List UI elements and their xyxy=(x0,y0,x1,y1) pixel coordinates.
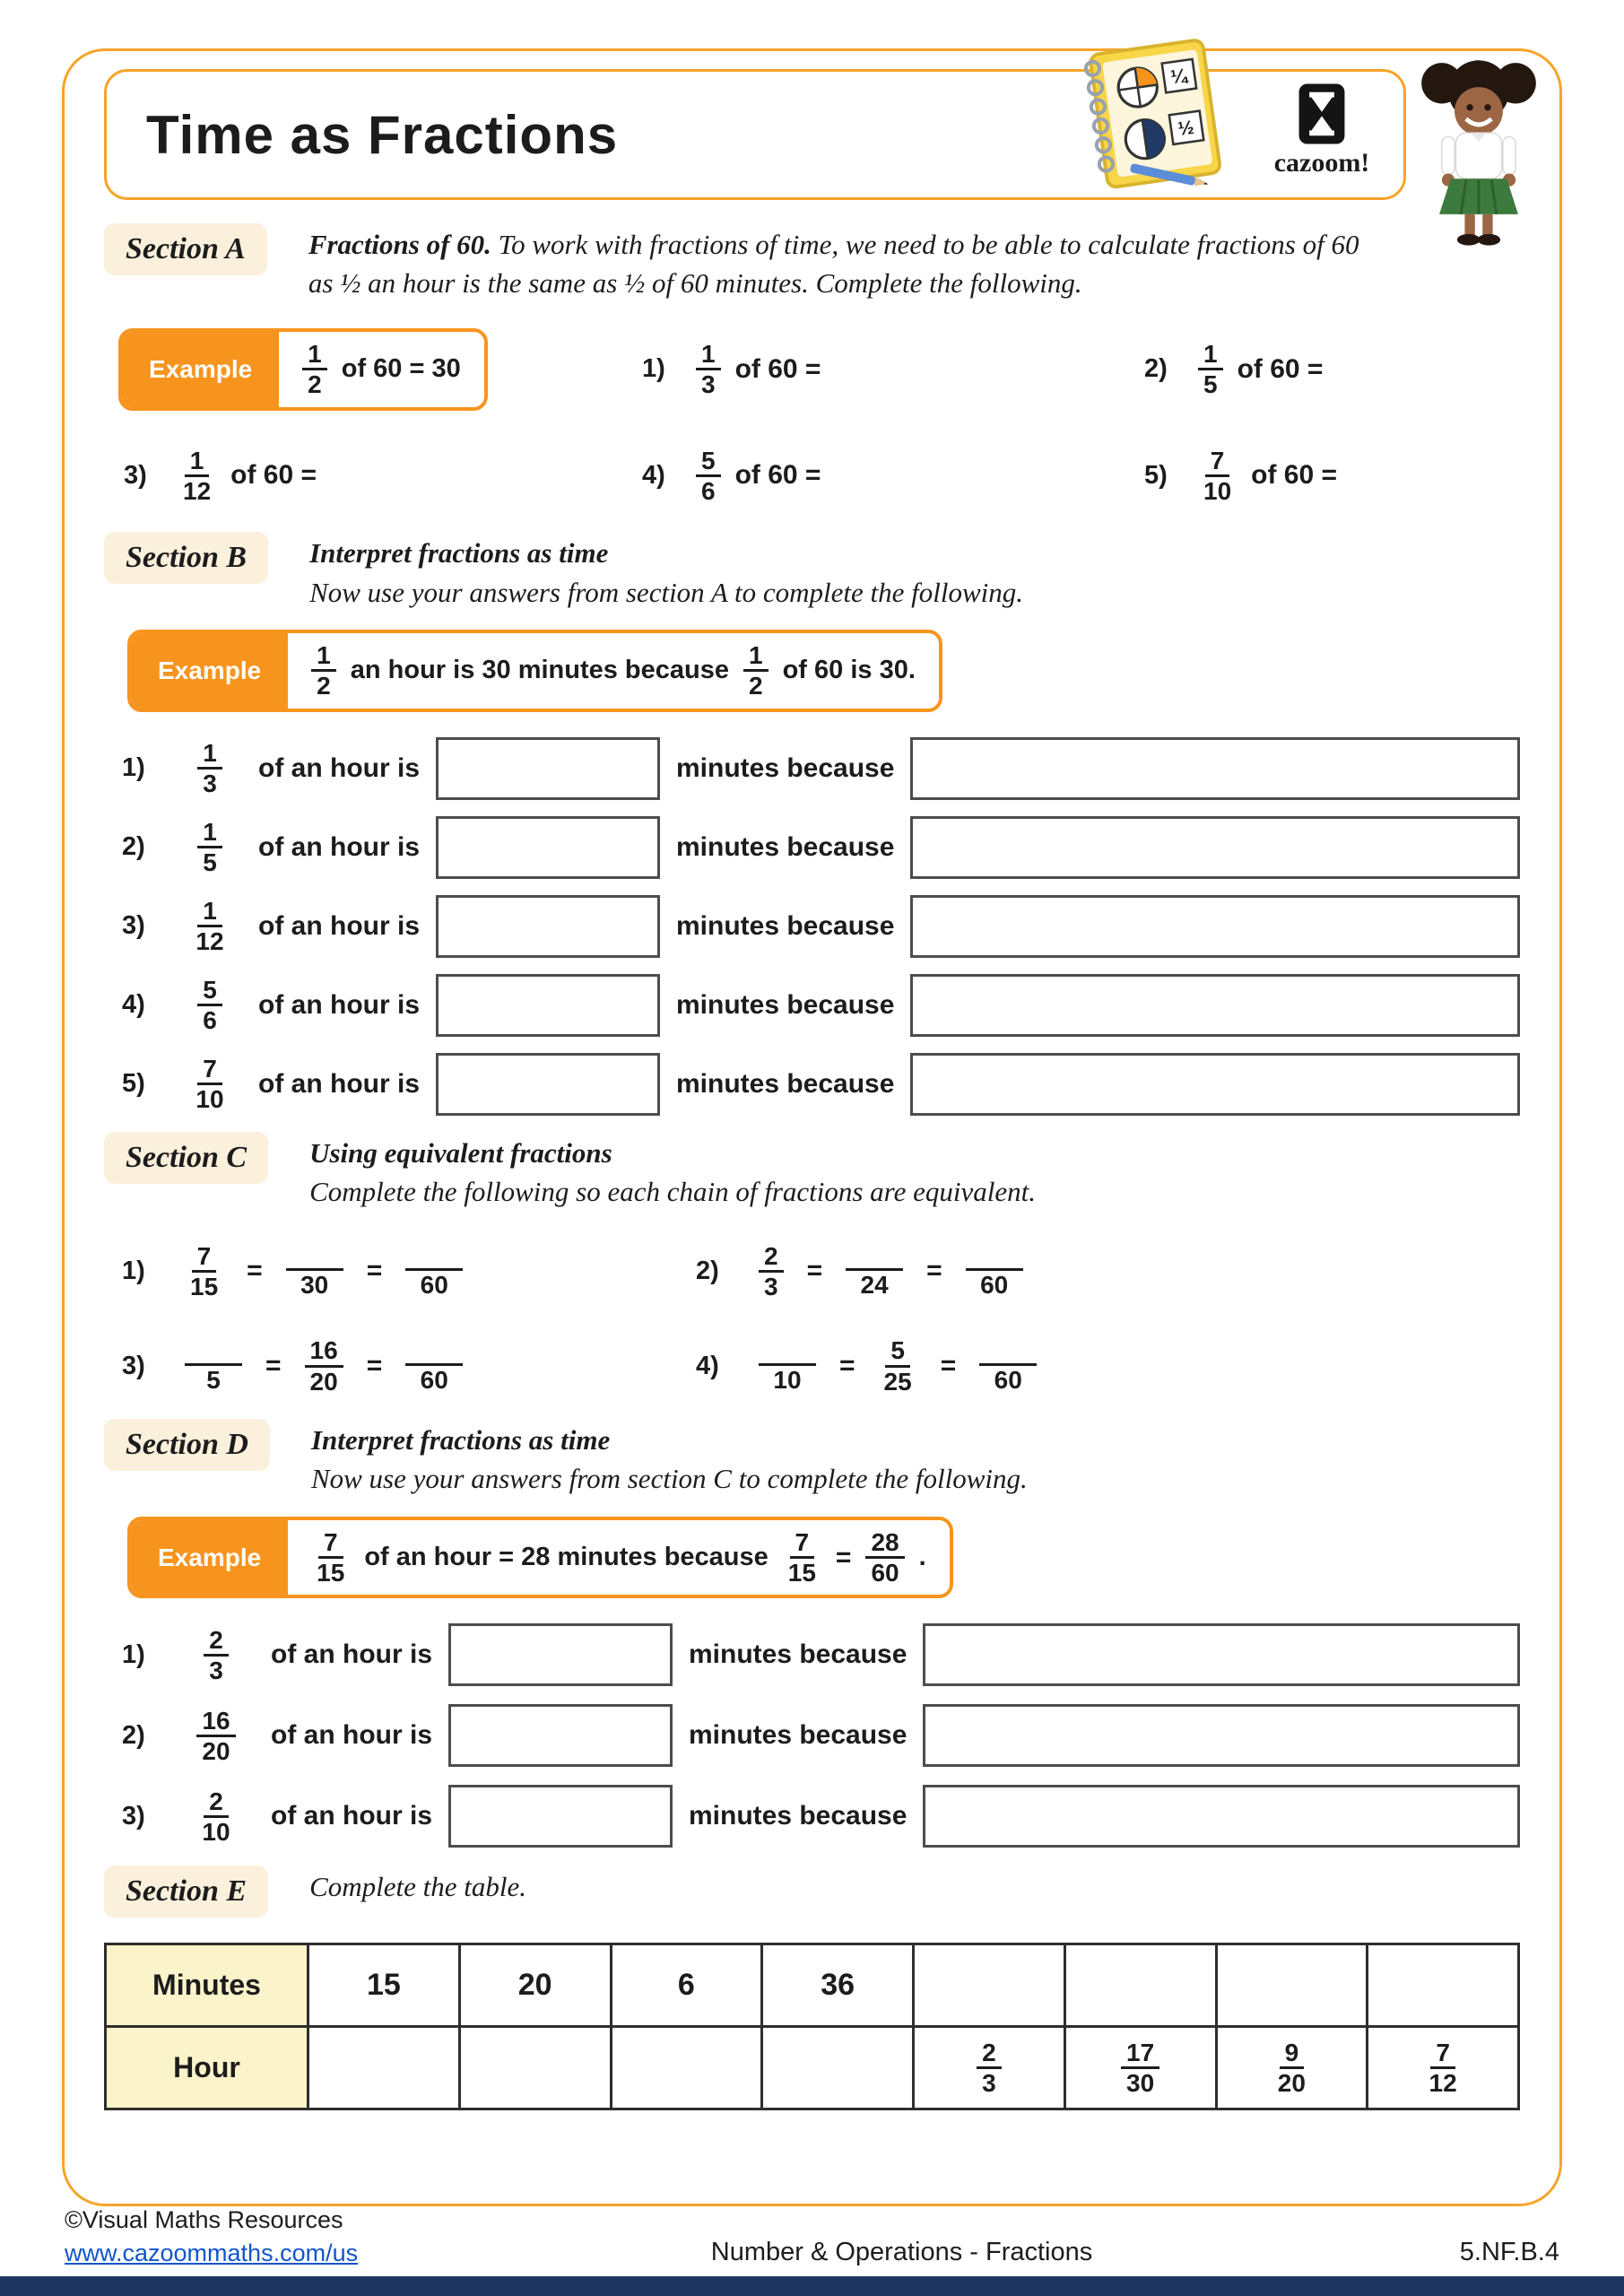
chain-4 xyxy=(696,1336,1520,1396)
fraction-denominator: 60 xyxy=(994,1366,1022,1395)
fraction xyxy=(1198,340,1223,399)
section-a-example-content xyxy=(279,332,484,407)
fraction-numerator: 7 xyxy=(192,1242,217,1273)
fraction-denominator: 2 xyxy=(308,370,322,399)
fraction-denominator: 20 xyxy=(202,1736,230,1765)
section-c-intro xyxy=(309,1132,1036,1212)
row-text-because: minutes because xyxy=(676,910,895,941)
section-e-header xyxy=(104,1866,1520,1918)
fraction-denominator: 6 xyxy=(203,1006,217,1035)
chain-3 xyxy=(122,1336,696,1396)
fraction-denominator: 10 xyxy=(1203,476,1232,505)
section-a-intro xyxy=(308,223,1385,303)
fraction-numerator[interactable] xyxy=(759,1338,816,1366)
row-text-because: minutes because xyxy=(676,989,895,1020)
fraction xyxy=(178,447,216,506)
fraction xyxy=(190,897,229,956)
example-label: Example xyxy=(131,633,288,709)
problem-text: of 60 = xyxy=(1251,460,1338,491)
fraction-wrap xyxy=(178,1707,255,1766)
section-b-row-1 xyxy=(122,737,1520,800)
fraction-denominator: 60 xyxy=(420,1271,448,1300)
example-equation-text: of 60 = 30 xyxy=(341,354,461,384)
fraction xyxy=(197,818,222,877)
table-row-minutes xyxy=(106,1944,1519,2027)
problem-number: 2) xyxy=(1144,354,1168,384)
fraction-wrap xyxy=(178,1787,255,1847)
minutes-blank-cell[interactable] xyxy=(1064,1944,1216,2027)
fraction xyxy=(190,1055,229,1114)
hour-blank-cell[interactable] xyxy=(762,2027,914,2109)
chain-number: 2) xyxy=(696,1256,719,1285)
footer-left xyxy=(65,2204,450,2269)
fraction-denominator: 15 xyxy=(190,1272,219,1300)
fraction-numerator: 7 xyxy=(318,1528,343,1559)
fraction-denominator: 5 xyxy=(203,848,217,877)
section-d-label: Section D xyxy=(104,1419,270,1471)
fraction-denominator: 24 xyxy=(860,1271,889,1300)
fraction xyxy=(1424,2039,1463,2098)
fraction-denominator: 3 xyxy=(701,370,716,399)
problem-a-5 xyxy=(1144,447,1520,506)
fraction-numerator[interactable] xyxy=(979,1338,1037,1366)
fraction-denominator: 60 xyxy=(420,1366,448,1395)
problem-number: 5) xyxy=(1144,460,1168,490)
hour-fraction-cell xyxy=(1064,2027,1216,2109)
row-text-hour: of an hour is xyxy=(271,1801,432,1831)
fraction-denominator: 20 xyxy=(1277,2069,1306,2098)
answer-box-minutes[interactable] xyxy=(436,1053,660,1116)
fraction-denominator: 25 xyxy=(883,1367,912,1396)
bottom-accent-bar xyxy=(0,2276,1624,2296)
cazoom-logo-text: cazoom! xyxy=(1273,148,1370,178)
problem-number: 3) xyxy=(124,460,147,490)
fraction-denominator: 15 xyxy=(787,1559,816,1587)
row-number: 3) xyxy=(122,1801,145,1831)
section-d-row-1 xyxy=(122,1623,1520,1686)
section-b-label: Section B xyxy=(104,532,268,584)
fraction-numerator: 1 xyxy=(185,447,210,477)
section-c-label: Section C xyxy=(104,1132,268,1184)
problem-text: of 60 = xyxy=(1237,353,1324,384)
answer-box-minutes[interactable] xyxy=(448,1785,673,1848)
fraction-denominator: 15 xyxy=(317,1559,345,1587)
fraction-blank[interactable] xyxy=(759,1338,816,1395)
fraction-numerator: 1 xyxy=(197,739,222,770)
fraction-numerator: 2 xyxy=(204,1626,229,1657)
row-text-because: minutes because xyxy=(676,1068,895,1099)
fraction-numerator: 2 xyxy=(759,1242,784,1273)
hour-blank-cell[interactable] xyxy=(459,2027,611,2109)
fraction-numerator: 7 xyxy=(197,1055,222,1085)
row-number: 1) xyxy=(122,753,145,783)
chain-number: 3) xyxy=(122,1351,145,1380)
example-text: an hour is 30 minutes because xyxy=(350,656,730,685)
problem-a-4 xyxy=(642,447,1144,506)
section-e-intro xyxy=(309,1866,526,1906)
fraction-wrap xyxy=(178,897,242,956)
row-text-because: minutes because xyxy=(689,1639,908,1670)
cazoom-logo xyxy=(1264,83,1380,178)
fraction xyxy=(696,447,721,506)
section-d-intro xyxy=(311,1419,1028,1499)
fraction-numerator: 7 xyxy=(1430,2039,1455,2069)
fraction-numerator: 5 xyxy=(696,447,721,477)
fraction-denominator: 20 xyxy=(309,1367,338,1396)
fraction-numerator: 16 xyxy=(196,1707,235,1737)
equals-sign: = xyxy=(940,1351,957,1381)
cazoom-logo-mark xyxy=(1289,83,1355,145)
equals-sign: = xyxy=(366,1256,383,1286)
fraction xyxy=(196,1787,235,1847)
problem-text: of 60 = xyxy=(734,460,821,491)
fraction xyxy=(1198,447,1237,506)
answer-box-reason[interactable] xyxy=(923,1704,1520,1767)
fraction-denominator: 10 xyxy=(773,1366,802,1395)
fraction-numerator: 1 xyxy=(743,641,769,672)
fraction-wrap xyxy=(178,1626,255,1685)
section-d-example-box xyxy=(127,1517,953,1599)
fraction-numerator: 2 xyxy=(977,2039,1002,2069)
fraction xyxy=(311,641,336,700)
fraction-blank[interactable] xyxy=(185,1338,242,1395)
fraction-numerator[interactable] xyxy=(405,1243,463,1271)
section-e-label: Section E xyxy=(104,1866,268,1918)
section-a-example-box xyxy=(118,328,488,411)
section-b-row-3 xyxy=(122,895,1520,958)
problem-number: 1) xyxy=(642,354,665,384)
section-a-intro-text: To work with fractions of time, we need to be able to calculate fractions of 60 as ½ an hour is the same as ½ of 60 minutes. Complete the following. xyxy=(308,229,1359,300)
mascot-girl-drawing xyxy=(1409,54,1549,248)
fraction xyxy=(196,1707,235,1766)
minutes-blank-cell[interactable] xyxy=(1216,1944,1368,2027)
minutes-value-cell: 6 xyxy=(611,1944,762,2027)
section-c-chains xyxy=(122,1242,1520,1396)
mascot-image xyxy=(1409,54,1549,248)
equals-sign: = xyxy=(926,1256,942,1286)
fraction-denominator: 10 xyxy=(195,1085,224,1114)
chain-number: 4) xyxy=(696,1351,719,1380)
section-b-header xyxy=(104,532,1520,612)
section-d-subheading: Now use your answers from section C to complete the following. xyxy=(310,1463,1028,1495)
fraction xyxy=(879,1336,917,1396)
problem-a-3 xyxy=(124,447,642,506)
fraction-numerator: 2 xyxy=(204,1787,229,1818)
section-b-heading: Interpret fractions as time xyxy=(309,537,609,570)
problem-text: of 60 = xyxy=(230,460,317,491)
fraction-numerator: 5 xyxy=(885,1336,910,1367)
fraction-numerator[interactable] xyxy=(966,1243,1023,1271)
notepad-quarter-label: ¼ xyxy=(1168,65,1188,89)
row-number: 3) xyxy=(122,911,145,941)
answer-box-minutes[interactable] xyxy=(436,816,660,879)
row-text-because: minutes because xyxy=(676,752,895,783)
section-a-intro-bold: Fractions of 60. xyxy=(308,229,491,260)
fraction-denominator: 30 xyxy=(300,1271,329,1300)
fraction-numerator: 1 xyxy=(696,340,721,370)
fraction-numerator: 1 xyxy=(1198,340,1223,370)
section-c-heading: Using equivalent fractions xyxy=(309,1136,612,1169)
fraction-numerator: 16 xyxy=(305,1336,343,1367)
minutes-blank-cell[interactable] xyxy=(914,1944,1065,2027)
minutes-value-cell: 20 xyxy=(459,1944,611,2027)
hour-header-cell: Hour xyxy=(106,2027,308,2109)
section-d-heading: Interpret fractions as time xyxy=(310,1423,611,1456)
fraction-denominator: 60 xyxy=(871,1559,899,1587)
fraction-blank[interactable] xyxy=(405,1243,463,1300)
fraction-numerator: 7 xyxy=(790,1528,815,1559)
fraction xyxy=(302,340,327,399)
example-label: Example xyxy=(131,1520,288,1596)
hour-fraction-cell xyxy=(914,2027,1065,2109)
page-footer xyxy=(65,2204,1559,2269)
fraction-denominator: 3 xyxy=(764,1272,778,1300)
fraction-denominator: 2 xyxy=(749,672,763,700)
section-c-subheading: Complete the following so each chain of fractions are equivalent. xyxy=(309,1176,1036,1208)
problem-a-2 xyxy=(1144,340,1520,399)
fraction xyxy=(696,340,721,399)
fraction-denominator: 10 xyxy=(202,1817,230,1846)
fraction-denominator: 30 xyxy=(1126,2069,1155,2098)
fraction-numerator: 1 xyxy=(302,340,327,370)
example-label: Example xyxy=(122,332,279,407)
equals-sign: = xyxy=(806,1256,823,1286)
row-number: 2) xyxy=(122,832,145,862)
answer-box-reason[interactable] xyxy=(910,737,1520,800)
section-b-example-content xyxy=(288,633,939,709)
equals-sign: = xyxy=(247,1256,263,1286)
fraction-numerator: 7 xyxy=(1205,447,1230,477)
fraction-wrap xyxy=(178,976,242,1035)
fraction xyxy=(311,1528,350,1587)
answer-box-reason[interactable] xyxy=(923,1623,1520,1686)
fraction-denominator: 12 xyxy=(1429,2069,1457,2098)
notepad-drawing xyxy=(1067,38,1238,197)
equals-sign: = xyxy=(366,1351,383,1381)
section-b-row-4 xyxy=(122,974,1520,1037)
fraction-numerator[interactable] xyxy=(286,1243,343,1271)
fraction xyxy=(1121,2039,1159,2098)
fraction xyxy=(305,1336,343,1396)
answer-box-reason[interactable] xyxy=(910,1053,1520,1116)
fraction xyxy=(759,1242,784,1301)
row-text-hour: of an hour is xyxy=(258,989,420,1020)
fraction-numerator: 5 xyxy=(197,976,222,1006)
notepad-half-label: ½ xyxy=(1176,116,1196,141)
example-text: of an hour = 28 minutes because xyxy=(364,1543,769,1572)
section-b-row-2 xyxy=(122,816,1520,879)
fraction xyxy=(197,976,222,1035)
section-d-row-2 xyxy=(122,1704,1520,1767)
fraction-denominator: 12 xyxy=(183,476,212,505)
fraction-numerator: 9 xyxy=(1280,2039,1305,2069)
chain-1 xyxy=(122,1242,696,1301)
fraction-numerator[interactable] xyxy=(846,1243,903,1271)
row-text-hour: of an hour is xyxy=(258,1068,420,1099)
minutes-value-cell: 36 xyxy=(762,1944,914,2027)
fraction-wrap xyxy=(178,739,242,798)
row-number: 1) xyxy=(122,1639,145,1669)
fraction-blank[interactable] xyxy=(405,1338,463,1395)
equals-sign: = xyxy=(839,1351,855,1381)
example-text: of 60 is 30. xyxy=(782,656,916,685)
fraction xyxy=(1272,2039,1311,2098)
fraction-denominator: 3 xyxy=(203,770,217,798)
row-text-hour: of an hour is xyxy=(258,831,420,862)
notepad-icon xyxy=(1067,38,1238,197)
hour-fraction-cell xyxy=(1368,2027,1519,2109)
section-d-header xyxy=(104,1419,1520,1499)
footer-center-text: Number & Operations - Fractions xyxy=(710,2238,1093,2266)
answer-box-reason[interactable] xyxy=(910,974,1520,1037)
section-d-rows xyxy=(104,1623,1520,1848)
row-text-hour: of an hour is xyxy=(271,1639,432,1670)
row-number: 5) xyxy=(122,1069,145,1099)
fraction xyxy=(204,1626,229,1685)
hour-fraction-cell xyxy=(1216,2027,1368,2109)
fraction-denominator: 5 xyxy=(1203,370,1218,399)
fraction-denominator: 3 xyxy=(209,1656,223,1684)
fraction xyxy=(197,739,222,798)
title-box xyxy=(104,65,1406,200)
fraction-blank[interactable] xyxy=(846,1243,903,1300)
worksheet-frame xyxy=(62,48,1562,2206)
fraction-denominator: 12 xyxy=(195,927,224,956)
equals-sign: = xyxy=(265,1351,282,1381)
fraction-numerator[interactable] xyxy=(405,1338,463,1366)
row-text-hour: of an hour is xyxy=(258,752,420,783)
answer-box-minutes[interactable] xyxy=(436,737,660,800)
fraction-wrap xyxy=(178,1055,242,1114)
problem-number: 4) xyxy=(642,460,665,490)
minutes-blank-cell[interactable] xyxy=(1368,1944,1519,2027)
answer-box-minutes[interactable] xyxy=(448,1704,673,1767)
answer-box-minutes[interactable] xyxy=(436,895,660,958)
answer-box-reason[interactable] xyxy=(910,895,1520,958)
section-a-problems xyxy=(104,328,1520,505)
row-text-because: minutes because xyxy=(676,831,895,862)
section-e-heading: Complete the table. xyxy=(309,1871,526,1903)
row-text-because: minutes because xyxy=(689,1720,908,1751)
chain-number: 1) xyxy=(122,1256,145,1285)
row-number: 2) xyxy=(122,1720,145,1750)
row-text-because: minutes because xyxy=(689,1801,908,1831)
section-d-example-content xyxy=(288,1520,950,1596)
fraction-numerator: 1 xyxy=(311,641,336,672)
section-a-header xyxy=(104,223,1520,303)
fraction-blank[interactable] xyxy=(966,1243,1023,1300)
section-b-intro xyxy=(309,532,1023,612)
fraction-numerator: 17 xyxy=(1121,2039,1159,2069)
fraction-denominator: 3 xyxy=(982,2069,996,2098)
row-text-hour: of an hour is xyxy=(271,1720,432,1751)
equals-sign: = xyxy=(835,1542,852,1572)
section-d-row-3 xyxy=(122,1785,1520,1848)
fraction-numerator[interactable] xyxy=(185,1338,242,1366)
hour-blank-cell[interactable] xyxy=(611,2027,762,2109)
cazoom-website-link[interactable]: www.cazoommaths.com/us xyxy=(65,2239,359,2266)
section-a-label: Section A xyxy=(104,223,267,275)
minutes-header-cell: Minutes xyxy=(106,1944,308,2027)
answer-box-reason[interactable] xyxy=(923,1785,1520,1848)
standard-code: 5.NF.B.4 xyxy=(1459,2238,1559,2266)
fraction-denominator: 6 xyxy=(701,476,716,505)
copyright-text: ©Visual Maths Resources xyxy=(65,2206,343,2234)
fraction-denominator: 2 xyxy=(317,672,331,700)
fraction xyxy=(185,1242,223,1301)
example-text: . xyxy=(918,1543,926,1572)
answer-box-minutes[interactable] xyxy=(436,974,660,1037)
hour-blank-cell[interactable] xyxy=(308,2027,460,2109)
fraction-blank[interactable] xyxy=(286,1243,343,1300)
minutes-hours-table xyxy=(104,1943,1520,2110)
chain-2 xyxy=(696,1242,1520,1301)
section-c-header xyxy=(104,1132,1520,1212)
section-b-subheading: Now use your answers from section A to complete the following. xyxy=(309,576,1023,608)
row-number: 4) xyxy=(122,990,145,1020)
row-text-hour: of an hour is xyxy=(258,910,420,941)
problem-text: of 60 = xyxy=(734,353,821,384)
fraction-numerator: 1 xyxy=(197,818,222,848)
page-title: Time as Fractions xyxy=(146,104,619,165)
table-row-hour xyxy=(106,2027,1519,2109)
section-b-example-box xyxy=(127,630,942,712)
fraction-numerator: 1 xyxy=(197,897,222,927)
fraction-wrap xyxy=(178,818,242,877)
fraction xyxy=(865,1528,904,1587)
minutes-value-cell: 15 xyxy=(308,1944,460,2027)
answer-box-minutes[interactable] xyxy=(448,1623,673,1686)
fraction-blank[interactable] xyxy=(979,1338,1037,1395)
fraction-denominator: 5 xyxy=(206,1366,221,1395)
fraction-denominator: 60 xyxy=(980,1271,1009,1300)
problem-a-1 xyxy=(642,340,1144,399)
fraction xyxy=(977,2039,1002,2098)
fraction xyxy=(743,641,769,700)
answer-box-reason[interactable] xyxy=(910,816,1520,879)
section-b-row-5 xyxy=(122,1053,1520,1116)
section-b-rows xyxy=(104,737,1520,1116)
fraction-numerator: 28 xyxy=(865,1528,904,1559)
fraction xyxy=(783,1528,821,1587)
